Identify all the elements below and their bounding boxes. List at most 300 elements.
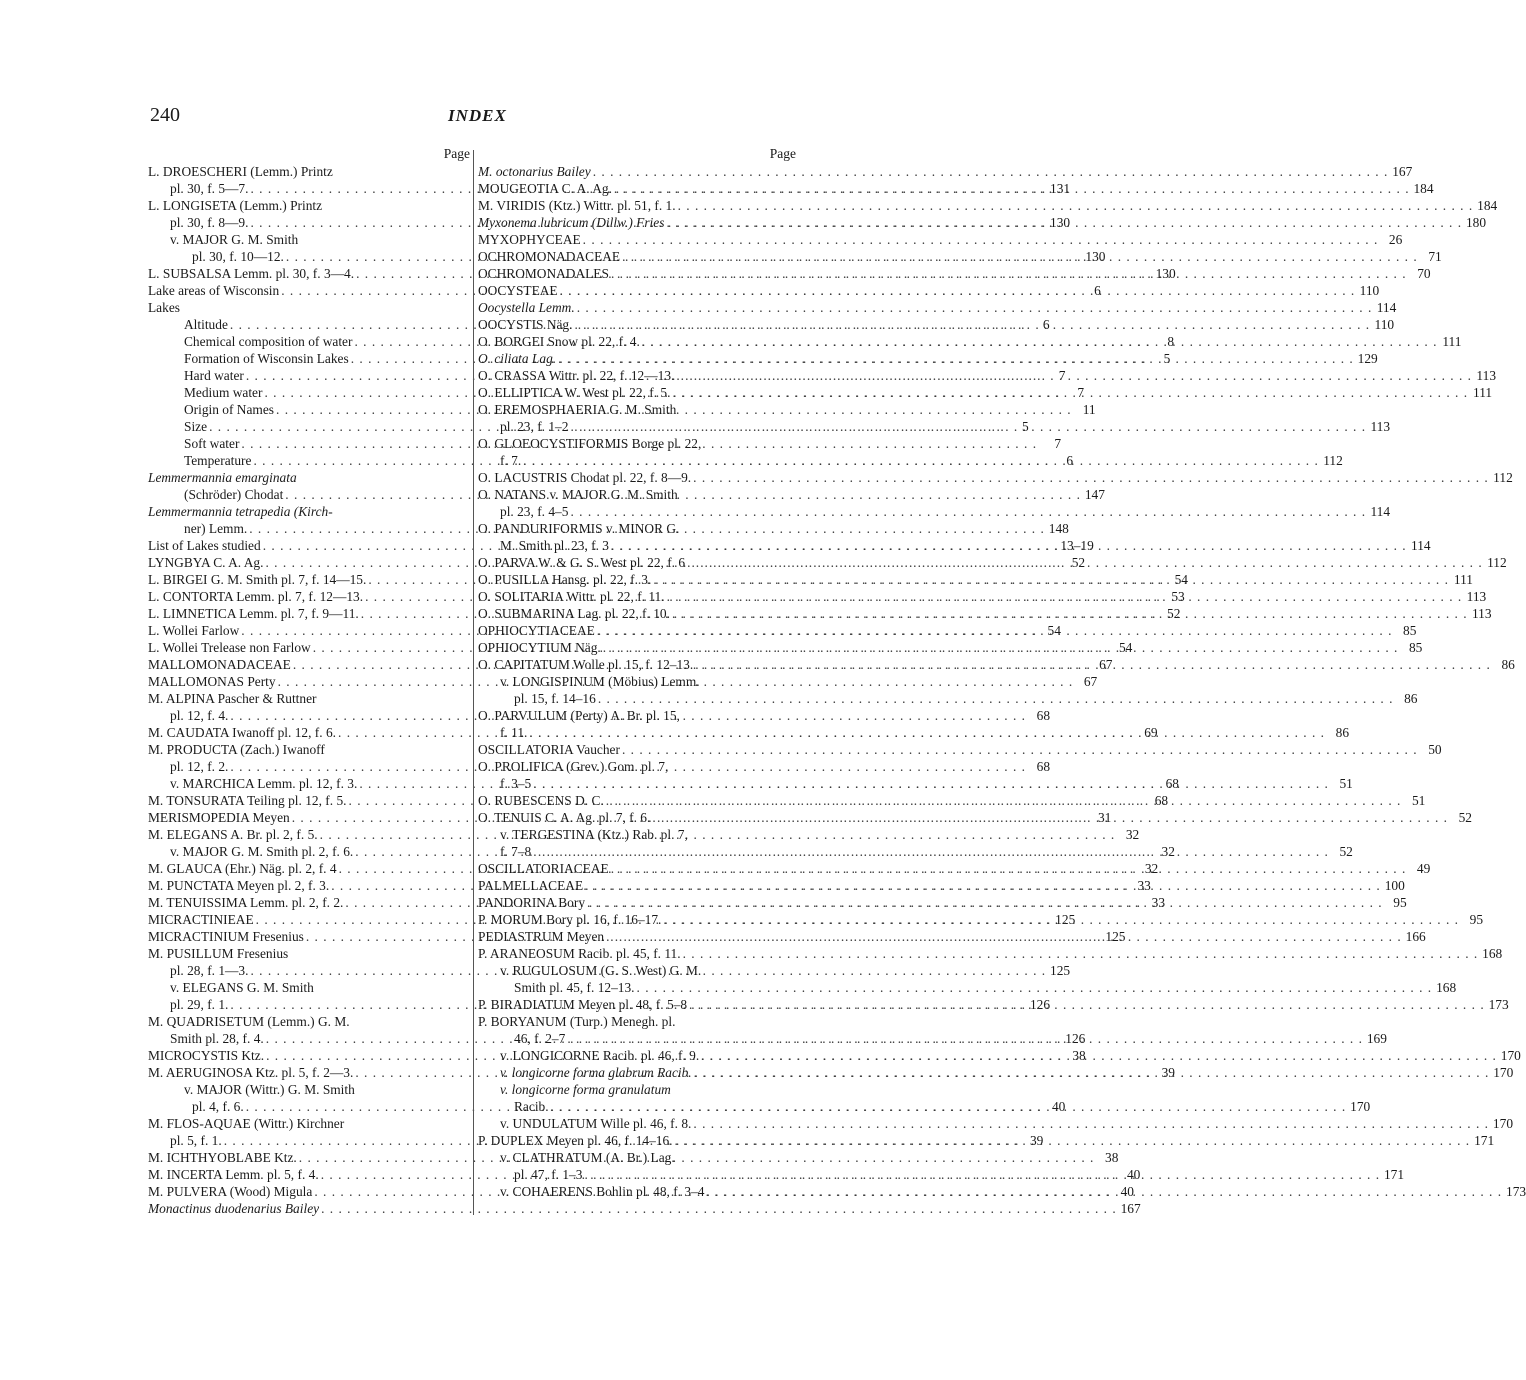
- entry-text: LYNGBYA C. A. Ag.: [148, 555, 264, 570]
- entry-text: L. DROESCHERI (Lemm.) Printz: [148, 164, 333, 179]
- entry-page: 26: [1388, 232, 1403, 247]
- entry-text: Oocystella Lemm.: [478, 300, 575, 315]
- entry-page: 32: [1125, 827, 1140, 842]
- entry-page: 32: [1161, 844, 1175, 859]
- entry-page: 7: [1058, 368, 1066, 383]
- entry-page: 173: [1506, 1184, 1526, 1199]
- entry-page: 167: [1392, 164, 1413, 179]
- dot-leader: [568, 503, 1368, 520]
- dot-leader: [691, 1115, 1491, 1132]
- entry-text: O. GLOEOCYSTIFORMIS Borge pl. 22,: [478, 436, 702, 451]
- entry-text: 46, f. 2–7: [514, 1031, 566, 1046]
- entry-text: OCHROMONADACEAE: [478, 249, 621, 264]
- index-entry: [478, 503, 1391, 520]
- entry-page: 125: [1050, 963, 1071, 978]
- entry-page: 33: [1151, 895, 1166, 910]
- entry-text: v. COHAERENS Bohlin pl. 48, f. 3–4: [500, 1184, 705, 1199]
- entry-page: 129: [1357, 351, 1378, 366]
- entry-text: L. SUBSALSA Lemm. pl. 30, f. 3—4.: [148, 266, 355, 281]
- entry-page: 170: [1350, 1099, 1371, 1114]
- entry-text: O. BORGEI Snow pl. 22, f. 4.: [478, 334, 640, 349]
- index-entry: [478, 1115, 1514, 1132]
- dot-leader: [604, 928, 1404, 945]
- entry-text: L. CONTORTA Lemm. pl. 7, f. 12—13.: [148, 589, 364, 604]
- index-entry: [478, 1081, 796, 1098]
- index-entry: [478, 520, 796, 537]
- index-entry: [478, 333, 1462, 350]
- entry-page: 113: [1466, 589, 1487, 604]
- dot-leader: [583, 877, 1383, 894]
- index-entry: [148, 299, 470, 316]
- entry-text: v. LONGICORNE Racib. pl. 46, f. 9.: [500, 1048, 700, 1063]
- index-entry: [478, 673, 796, 690]
- entry-text: M. PULVERA (Wood) Migula: [148, 1184, 313, 1199]
- entry-text: Myxonema lubricum (Dillw.) Fries: [478, 215, 665, 230]
- entry-page: 86: [1501, 657, 1515, 672]
- entry-page: 13–19: [1060, 538, 1094, 553]
- dot-leader: [699, 1047, 1499, 1064]
- dot-leader: [612, 180, 1412, 197]
- entry-page: 167: [1120, 1201, 1141, 1216]
- index-entry: [148, 1013, 470, 1030]
- entry-text: OOCYSTEAE: [478, 283, 558, 298]
- entry-page: 130: [1155, 266, 1176, 281]
- dot-leader: [635, 979, 1435, 996]
- entry-text: OOCYSTIS Näg.: [478, 317, 573, 332]
- index-entry: [148, 1200, 1141, 1217]
- dot-leader: [531, 775, 1331, 792]
- entry-page: 52: [1167, 606, 1181, 621]
- entry-text: f. 11.: [500, 725, 528, 740]
- entry-page: 180: [1465, 215, 1487, 230]
- index-entry: [478, 231, 1403, 248]
- entry-page: 114: [1376, 300, 1397, 315]
- entry-page: 39: [1161, 1065, 1175, 1080]
- dot-leader: [609, 265, 1409, 282]
- entry-text: v. MAJOR (Wittr.) G. M. Smith: [184, 1082, 355, 1097]
- entry-page: 40: [1051, 1099, 1066, 1114]
- entry-page: 173: [1488, 997, 1509, 1012]
- entry-text: Medium water: [184, 385, 263, 400]
- entry-text: pl. 47, f. 1–3: [514, 1167, 583, 1182]
- dot-leader: [527, 724, 1327, 741]
- entry-page: 51: [1339, 776, 1353, 791]
- entry-text: M. GLAUCA (Ehr.) Näg. pl. 2, f. 4: [148, 861, 337, 876]
- entry-page: 86: [1404, 691, 1418, 706]
- entry-page: 110: [1374, 317, 1395, 332]
- dot-leader: [609, 537, 1409, 554]
- entry-text: O. RUBESCENS D. C.: [478, 793, 604, 808]
- entry-page: 33: [1137, 878, 1151, 893]
- dot-leader: [640, 333, 1440, 350]
- entry-text: PEDIASTRUM Meyen: [478, 929, 605, 944]
- dot-leader: [531, 843, 1331, 860]
- entry-page: 6: [1042, 317, 1050, 332]
- entry-page: 52: [1071, 555, 1086, 570]
- page-number: 240: [150, 104, 180, 126]
- dot-leader: [604, 792, 1404, 809]
- entry-text: M. octonarius Bailey: [478, 164, 591, 179]
- entry-text: pl. 28, f. 1—3.: [170, 963, 249, 978]
- index-entry: [478, 418, 1391, 435]
- entry-text: M. ELEGANS A. Br. pl. 2, f. 5.: [148, 827, 318, 842]
- entry-text: O. PUSILLA Hansg. pl. 22, f. 3.: [478, 572, 652, 587]
- entry-page: 111: [1473, 385, 1493, 400]
- dot-leader: [319, 1200, 1119, 1217]
- entry-page: 169: [1366, 1031, 1387, 1046]
- dot-leader: [591, 163, 1391, 180]
- entry-page: 170: [1492, 1116, 1514, 1131]
- index-entry: [148, 979, 470, 996]
- index-entry: [478, 197, 1498, 214]
- entry-text: OPHIOCYTIUM Näg.: [478, 640, 601, 655]
- entry-text: v. RUGULOSUM (G. S. West) G. M.: [500, 963, 702, 978]
- entry-page: 114: [1370, 504, 1391, 519]
- entry-text: Lake areas of Wisconsin: [148, 283, 280, 298]
- entry-text: M. INCERTA Lemm. pl. 5, f. 4.: [148, 1167, 319, 1182]
- entry-text: O. TENUIS C. A. Ag. pl. 7, f. 6.: [478, 810, 651, 825]
- entry-text: Smith pl. 28, f. 4.: [170, 1031, 264, 1046]
- entry-text: M. VIRIDIS (Ktz.) Wittr. pl. 51, f. 1.: [478, 198, 676, 213]
- entry-text: P. MORUM Bory pl. 16, f. 16–17.: [478, 912, 662, 927]
- index-entry: [148, 503, 470, 520]
- dot-leader: [521, 452, 1321, 469]
- entry-text: Formation of Wisconsin Lakes: [184, 351, 349, 366]
- entry-text: pl. 12, f. 4.: [170, 708, 229, 723]
- entry-page: 112: [1487, 555, 1507, 570]
- entry-page: 170: [1493, 1065, 1514, 1080]
- dot-leader: [670, 384, 1470, 401]
- entry-text: (Schröder) Chodat: [184, 487, 284, 502]
- index-entry: [478, 350, 1378, 367]
- entry-text: L. LIMNETICA Lemm. pl. 7, f. 9—11.: [148, 606, 359, 621]
- entry-page: 32: [1144, 861, 1159, 876]
- entry-text: OPHIOCYTIACEAE: [478, 623, 595, 638]
- entry-text: OSCILLATORIA Vaucher: [478, 742, 620, 757]
- entry-text: P. DUPLEX Meyen pl. 46, f. 14–16.: [478, 1133, 673, 1148]
- dot-leader: [665, 588, 1465, 605]
- index-entry: [478, 707, 796, 724]
- entry-page: 113: [1476, 368, 1497, 383]
- entry-text: Hard water: [184, 368, 244, 383]
- entry-page: 11: [1082, 402, 1096, 417]
- index-entry: [478, 299, 1397, 316]
- dot-leader: [691, 469, 1491, 486]
- entry-page: 68: [1036, 759, 1051, 774]
- entry-page: 70: [1417, 266, 1431, 281]
- entry-page: 171: [1383, 1167, 1405, 1182]
- index-entry: [148, 231, 470, 248]
- dot-leader: [620, 248, 1420, 265]
- dot-leader: [601, 639, 1401, 656]
- index-entry: [478, 826, 796, 843]
- index-entry: [478, 962, 796, 979]
- entry-page: 5: [1021, 419, 1029, 434]
- index-entry: [478, 1013, 796, 1030]
- entry-text: M. PUSILLUM Fresenius: [148, 946, 289, 961]
- dot-leader: [673, 1132, 1473, 1149]
- dot-leader: [676, 197, 1476, 214]
- dot-leader: [692, 1064, 1492, 1081]
- entry-text: L. LONGISETA (Lemm.) Printz: [148, 198, 323, 213]
- index-entry: [478, 282, 1380, 299]
- entry-page: 111: [1453, 572, 1473, 587]
- entry-text: v. MAJOR G. M. Smith pl. 2, f. 6.: [170, 844, 354, 859]
- dot-leader: [572, 316, 1372, 333]
- entry-page: 184: [1413, 181, 1434, 196]
- entry-text: pl. 29, f. 1.: [170, 997, 229, 1012]
- entry-page: 7: [1077, 385, 1085, 400]
- dot-leader: [565, 1030, 1365, 1047]
- entry-page: 111: [1442, 334, 1462, 349]
- entry-text: L. Wollei Farlow: [148, 623, 240, 638]
- entry-page: 6: [1066, 453, 1074, 468]
- entry-text: M. FLOS-AQUAE (Wittr.) Kirchner: [148, 1116, 345, 1131]
- entry-page: 52: [1458, 810, 1472, 825]
- index-entry: [478, 384, 1493, 401]
- entry-page: 40: [1120, 1184, 1134, 1199]
- entry-page: 130: [1085, 249, 1106, 264]
- dot-leader: [650, 809, 1450, 826]
- entry-page: 49: [1416, 861, 1431, 876]
- entry-page: 54: [1118, 640, 1133, 655]
- entry-text: Origin of Names: [184, 402, 274, 417]
- entry-text: MOUGEOTIA C. A. Ag.: [478, 181, 612, 196]
- entry-text: v. TERGESTINA (Ktz.) Rab. pl. 7,: [500, 827, 688, 842]
- entry-page: 68: [1036, 708, 1051, 723]
- entry-page: 52: [1339, 844, 1353, 859]
- index-entry: [148, 163, 470, 180]
- entry-text: Racib.: [514, 1099, 549, 1114]
- index-entry: [478, 316, 1395, 333]
- index-entry: [478, 690, 1418, 707]
- index-entry: [478, 486, 796, 503]
- entry-page: 31: [1097, 810, 1112, 825]
- dot-leader: [585, 894, 1385, 911]
- entry-text: v. CLATHRATUM (A. Br.) Lag.: [500, 1150, 675, 1165]
- column-divider: [473, 150, 474, 1215]
- entry-page: 95: [1469, 912, 1484, 927]
- entry-text: MERISMOPEDIA Meyen: [148, 810, 290, 825]
- entry-page: 51: [1411, 793, 1426, 808]
- index-entry: [478, 367, 1497, 384]
- entry-text: MICROCYSTIS Ktz.: [148, 1048, 265, 1063]
- index-entry: [478, 945, 1503, 962]
- entry-text: O. LACUSTRIS Chodat pl. 22, f. 8—9.: [478, 470, 692, 485]
- index-entry: [478, 979, 1457, 996]
- entry-text: OSCILLATORIACEAE: [478, 861, 609, 876]
- running-head: INDEX: [448, 106, 507, 125]
- entry-page: 68: [1165, 776, 1179, 791]
- entry-text: pl. 4, f. 6.: [192, 1099, 244, 1114]
- entry-text: O. EREMOSPHAERIA G. M. Smith: [478, 402, 677, 417]
- entry-page: 126: [1029, 997, 1051, 1012]
- dot-leader: [661, 911, 1461, 928]
- entry-text: O. ciliata Lag.: [478, 351, 557, 366]
- entry-text: M. PUNCTATA Meyen pl. 2, f. 3.: [148, 878, 330, 893]
- dot-leader: [582, 1166, 1382, 1183]
- entry-page: 125: [1105, 929, 1126, 944]
- entry-text: Smith pl. 45, f. 12–13.: [514, 980, 635, 995]
- entry-text: v. UNDULATUM Wille pl. 46, f. 8.: [500, 1116, 692, 1131]
- entry-page: 71: [1428, 249, 1442, 264]
- entry-text: M. CAUDATA Iwanoff pl. 12, f. 6.: [148, 725, 336, 740]
- entry-text: pl. 30, f. 8—9.: [170, 215, 249, 230]
- entry-text: MICRACTINIEAE: [148, 912, 254, 927]
- entry-text: v. MAJOR G. M. Smith: [170, 232, 299, 247]
- entry-page: 147: [1084, 487, 1105, 502]
- dot-leader: [556, 350, 1356, 367]
- entry-page: 110: [1359, 283, 1380, 298]
- entry-text: pl. 5, f. 1.: [170, 1133, 222, 1148]
- entry-text: pl. 12, f. 2.: [170, 759, 229, 774]
- dot-leader: [595, 622, 1395, 639]
- entry-page: 112: [1323, 453, 1343, 468]
- dot-leader: [704, 1183, 1504, 1200]
- entry-page: 86: [1335, 725, 1350, 740]
- entry-text: O. CRASSA Wittr. pl. 22, f. 12—13.: [478, 368, 675, 383]
- entry-text: ner) Lemm.: [184, 521, 248, 536]
- entry-text: M. TONSURATA Teiling pl. 12, f. 5.: [148, 793, 347, 808]
- entry-text: PANDORINA Bory: [478, 895, 586, 910]
- entry-page: 95: [1393, 895, 1407, 910]
- entry-text: M. ICHTHYOBLABE Ktz.: [148, 1150, 297, 1165]
- dot-leader: [581, 231, 1381, 248]
- entry-text: PALMELLACEAE: [478, 878, 584, 893]
- entry-page: 85: [1403, 623, 1417, 638]
- entry-page: 131: [1050, 181, 1071, 196]
- entry-text: O. PANDURIFORMIS v. MINOR G.: [478, 521, 680, 536]
- entry-page: 67: [1083, 674, 1098, 689]
- entry-text: P. ARANEOSUM Racib. pl. 45, f. 11.: [478, 946, 681, 961]
- dot-leader: [681, 945, 1481, 962]
- entry-text: pl. 23, f. 1–2: [500, 419, 569, 434]
- index-entry: [148, 1115, 470, 1132]
- entry-text: O. CAPITATUM Wolle pl. 15, f. 12–13.: [478, 657, 694, 672]
- entry-page: 168: [1482, 946, 1503, 961]
- page-label-left: Page: [443, 146, 470, 161]
- entry-page: 126: [1065, 1031, 1086, 1046]
- dot-leader: [651, 571, 1451, 588]
- entry-text: Altitude: [184, 317, 228, 332]
- entry-text: v. longicorne forma glabrum Racib.: [500, 1065, 692, 1080]
- entry-page: 112: [1493, 470, 1513, 485]
- entry-page: 148: [1048, 521, 1069, 536]
- index-entry: [478, 1149, 796, 1166]
- dot-leader: [687, 996, 1487, 1013]
- entry-text: pl. 30, f. 5—7.: [170, 181, 249, 196]
- entry-text: pl. 15, f. 14–16: [514, 691, 596, 706]
- entry-text: pl. 23, f. 4–5: [500, 504, 569, 519]
- entry-text: List of Lakes studied: [148, 538, 261, 553]
- entry-text: Lemmermannia emarginata: [148, 470, 297, 485]
- entry-text: O. PARVA W. & G. S. West pl. 22, f. 6: [478, 555, 686, 570]
- index-entry: [478, 401, 796, 418]
- entry-page: 68: [1154, 793, 1169, 808]
- dot-leader: [693, 656, 1493, 673]
- entry-text: P. BIRADIATUM Meyen pl. 48, f. 5–8: [478, 997, 688, 1012]
- entry-page: 184: [1477, 198, 1498, 213]
- entry-text: L. BIRGEI G. M. Smith pl. 7, f. 14—15.: [148, 572, 367, 587]
- entry-page: 38: [1105, 1150, 1119, 1165]
- entry-text: Monactinus duodenarius Bailey: [148, 1201, 320, 1216]
- dot-leader: [674, 367, 1474, 384]
- entry-text: O. NATANS v. MAJOR G. M. Smith: [478, 487, 678, 502]
- entry-text: OCHROMONADALES: [478, 266, 609, 281]
- entry-text: O. SUBMARINA Lag. pl. 22, f. 10.: [478, 606, 670, 621]
- entry-page: 171: [1474, 1133, 1495, 1148]
- entry-text: L. Wollei Trelease non Farlow: [148, 640, 311, 655]
- index-entry: [148, 945, 470, 962]
- index-entry: [478, 741, 1442, 758]
- entry-text: M. ALPINA Pascher & Ruttner: [148, 691, 317, 706]
- entry-page: 53: [1171, 589, 1185, 604]
- entry-page: 125: [1055, 912, 1076, 927]
- entry-page: 100: [1384, 878, 1405, 893]
- entry-page: 50: [1428, 742, 1442, 757]
- index-entry: [478, 452, 1343, 469]
- index-entry: [148, 197, 470, 214]
- entry-page: 40: [1126, 1167, 1141, 1182]
- entry-page: 67: [1099, 657, 1113, 672]
- index-entry: [148, 469, 470, 486]
- entry-text: pl. 30, f. 10—12.: [192, 249, 284, 264]
- entry-text: M. Smith pl. 23, f. 3: [500, 538, 609, 553]
- entry-page: 7: [1054, 436, 1062, 451]
- entry-text: v. MARCHICA Lemm. pl. 12, f. 3.: [170, 776, 358, 791]
- index-entry: [148, 1081, 470, 1098]
- entry-text: Temperature: [184, 453, 252, 468]
- entry-page: 114: [1411, 538, 1431, 553]
- entry-text: v. LONGISPINUM (Möbius) Lemm.: [500, 674, 700, 689]
- entry-text: v. ELEGANS G. M. Smith: [170, 980, 314, 995]
- entry-page: 38: [1072, 1048, 1086, 1063]
- dot-leader: [549, 1098, 1349, 1115]
- entry-text: f. 7.: [500, 453, 522, 468]
- entry-page: 113: [1471, 606, 1492, 621]
- entry-page: 130: [1050, 215, 1071, 230]
- page-label-right: Page: [769, 146, 796, 161]
- entry-text: f. 7–8: [500, 844, 532, 859]
- index-entry: [478, 163, 1413, 180]
- entry-page: 69: [1144, 725, 1158, 740]
- entry-text: f. 3–5: [500, 776, 532, 791]
- entry-text: O. ELLIPTICA W. West pl. 22, f. 5.: [478, 385, 671, 400]
- entry-text: P. BORYANUM (Turp.) Menegh. pl.: [478, 1014, 676, 1029]
- index-entry: [478, 758, 796, 775]
- dot-leader: [670, 605, 1470, 622]
- entry-text: O. SOLITARIA Wittr. pl. 22, f. 11.: [478, 589, 665, 604]
- dot-leader: [620, 741, 1420, 758]
- entry-text: MALLOMONAS Perty: [148, 674, 276, 689]
- entry-text: O. PROLIFICA (Grev.) Gom. pl. 7,: [478, 759, 669, 774]
- entry-page: 166: [1405, 929, 1426, 944]
- entry-page: 54: [1047, 623, 1061, 638]
- dot-leader: [575, 299, 1375, 316]
- dot-leader: [596, 690, 1396, 707]
- entry-text: v. longicorne forma granulatum: [500, 1082, 671, 1097]
- index-entry: [478, 469, 1513, 486]
- entry-text: Lakes: [148, 300, 180, 315]
- entry-page: 39: [1029, 1133, 1044, 1148]
- entry-page: 168: [1436, 980, 1457, 995]
- entry-text: Size: [184, 419, 208, 434]
- dot-leader: [685, 554, 1485, 571]
- entry-page: 8: [1167, 334, 1175, 349]
- entry-page: 113: [1370, 419, 1391, 434]
- entry-text: Chemical composition of water: [184, 334, 353, 349]
- entry-text: M. QUADRISETUM (Lemm.) G. M.: [148, 1014, 350, 1029]
